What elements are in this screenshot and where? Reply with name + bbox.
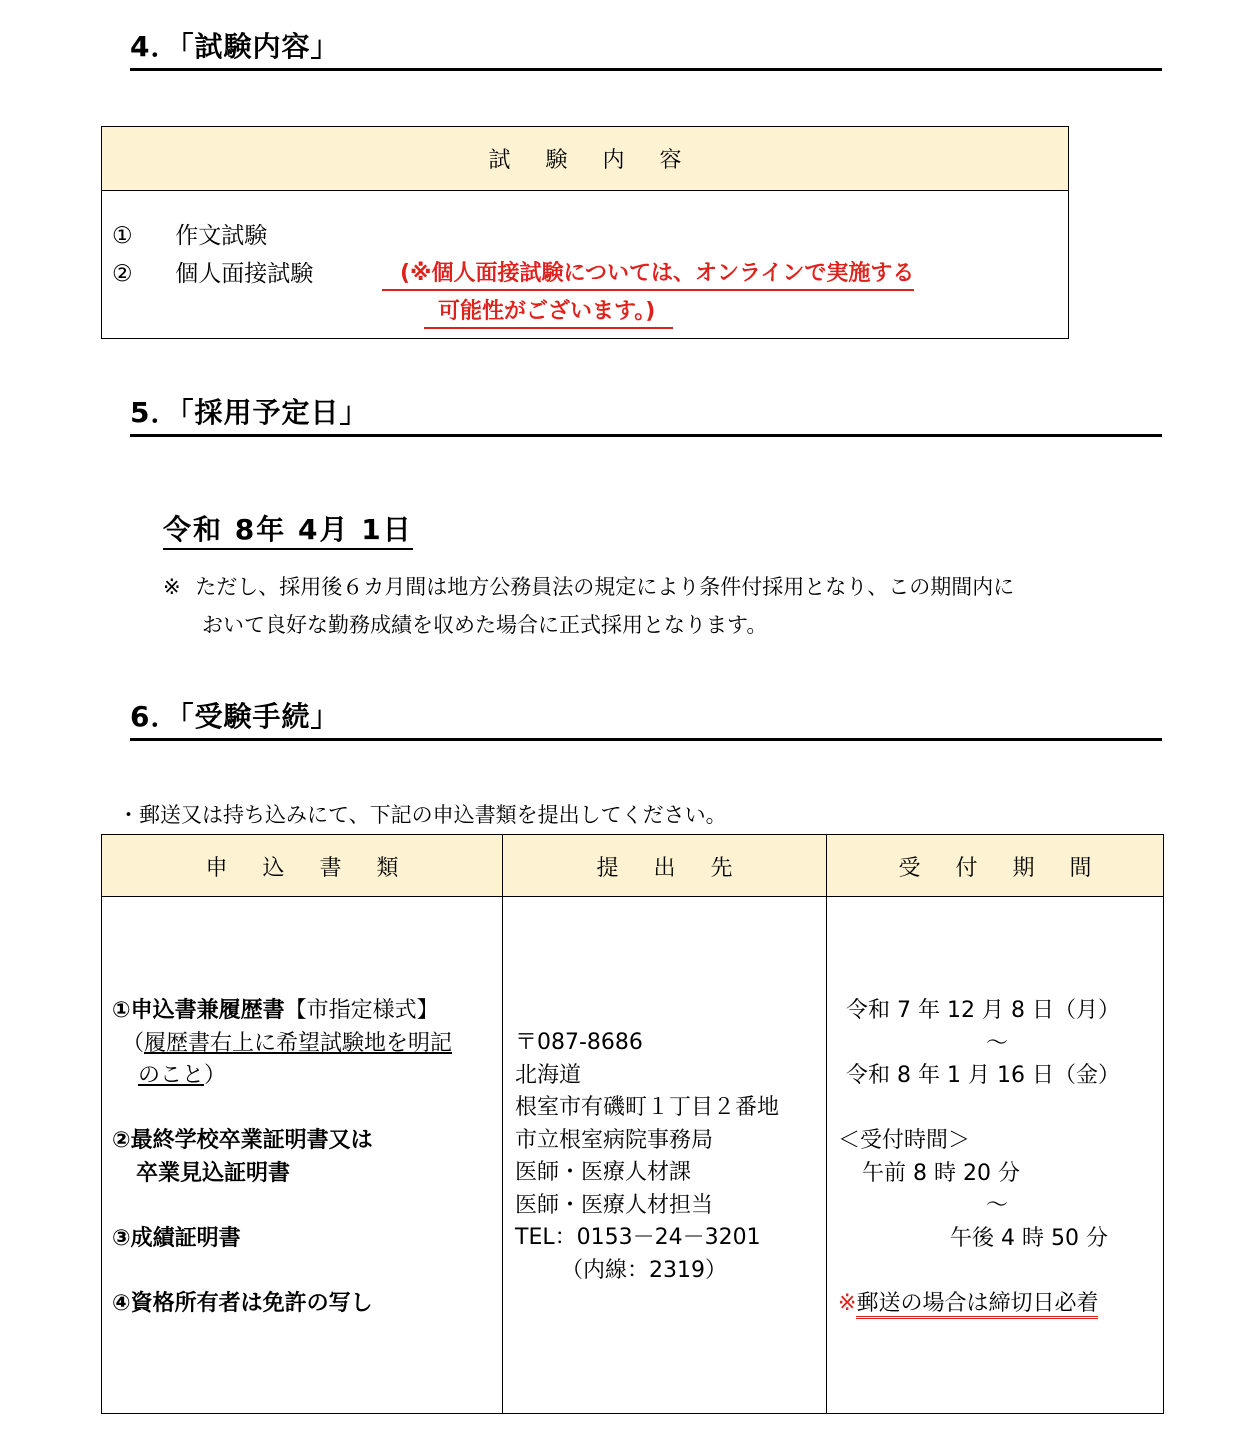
section6-title: 6．「受験手続」 — [130, 700, 1162, 741]
doc-4: ④資格所有者は免許の写し — [112, 1290, 373, 1316]
probation-note — [163, 568, 1014, 606]
dest-dept1: 医師・医療人材課 — [515, 1160, 692, 1185]
exam-item-2 — [112, 255, 313, 293]
application-table-header — [102, 835, 1163, 897]
section4-title: 4．「試験内容」 — [130, 30, 1162, 71]
documents-list — [112, 995, 452, 1320]
dest-org: 市立根室病院事務局 — [515, 1127, 714, 1153]
mail-note-text: 郵送の場合は締切日必着 — [856, 1291, 1098, 1319]
exam-item-2-text: 個人面接試験 — [175, 261, 314, 287]
dest-pref: 北海道 — [515, 1062, 582, 1088]
period-list — [838, 995, 1156, 1320]
application-table — [101, 834, 1164, 1414]
header-destination: 提 出 先 — [502, 835, 826, 897]
doc-1-main: ①申込書兼履歴書 — [112, 998, 285, 1023]
exam-item-1-num: ① — [112, 223, 133, 249]
destination-list — [515, 1027, 779, 1287]
doc-2-line1: ②最終学校卒業証明書又は — [112, 1128, 373, 1153]
period-end: 令和 8 年 1 月 16 日（金） — [846, 1063, 1120, 1088]
dest-postal: 〒087-8686 — [515, 1030, 643, 1055]
exam-content-table — [101, 126, 1069, 339]
hire-date: 令和 8年 4月 1日 — [163, 512, 413, 550]
probation-note-line2: おいて良好な勤務成績を収めた場合に正式採用となります。 — [202, 613, 768, 637]
doc-1-bracket: 【市指定様式】 — [284, 998, 439, 1023]
online-note-line2: 可能性がございます。) — [424, 297, 673, 329]
dest-address: 根室市有磯町１丁目２番地 — [515, 1095, 780, 1120]
probation-note-line1: ただし、採用後６カ月間は地方公務員法の規定により条件付採用となり、この期間内に — [195, 575, 1015, 599]
dest-dept2: 医師・医療人材担当 — [515, 1192, 714, 1218]
hours-end: 午後 4 時 50 分 — [950, 1225, 1108, 1251]
exam-item-1-text: 作文試験 — [175, 223, 268, 249]
period-start: 令和 7 年 12 月 8 日（月） — [846, 998, 1120, 1023]
section5-title: 5．「採用予定日」 — [130, 396, 1162, 437]
online-note-line1: (※個人面接試験については、オンラインで実施する — [382, 259, 914, 291]
doc-1 — [112, 995, 452, 1028]
exam-content-header: 試 験 内 容 — [102, 127, 1068, 191]
application-intro: ・郵送又は持ち込みにて、下記の申込書類を提出してください。 — [118, 803, 727, 827]
probation-note-mark: ※ — [163, 575, 181, 599]
mail-deadline-note — [838, 1288, 1156, 1321]
exam-item-2-num: ② — [112, 261, 133, 287]
dest-ext: （内線：2319） — [561, 1257, 727, 1283]
exam-item-1 — [112, 217, 267, 255]
header-period: 受 付 期 間 — [826, 835, 1163, 897]
doc-2-line2: 卒業見込証明書 — [136, 1160, 291, 1186]
doc-3: ③成績証明書 — [112, 1225, 241, 1251]
mail-note-mark: ※ — [838, 1290, 857, 1316]
doc-1-note-line2: のこと） — [138, 1063, 227, 1088]
period-tilde-1: ～ — [985, 1030, 1008, 1056]
period-tilde-2: ～ — [985, 1193, 1008, 1218]
hours-start: 午前 8 時 20 分 — [862, 1160, 1020, 1186]
dest-tel: TEL：0153－24－3201 — [515, 1225, 761, 1250]
hours-label: ＜受付時間＞ — [838, 1128, 971, 1153]
doc-1-note-line1: （履歴書右上に希望試験地を明記 — [122, 1030, 453, 1056]
header-documents: 申 込 書 類 — [102, 835, 502, 897]
